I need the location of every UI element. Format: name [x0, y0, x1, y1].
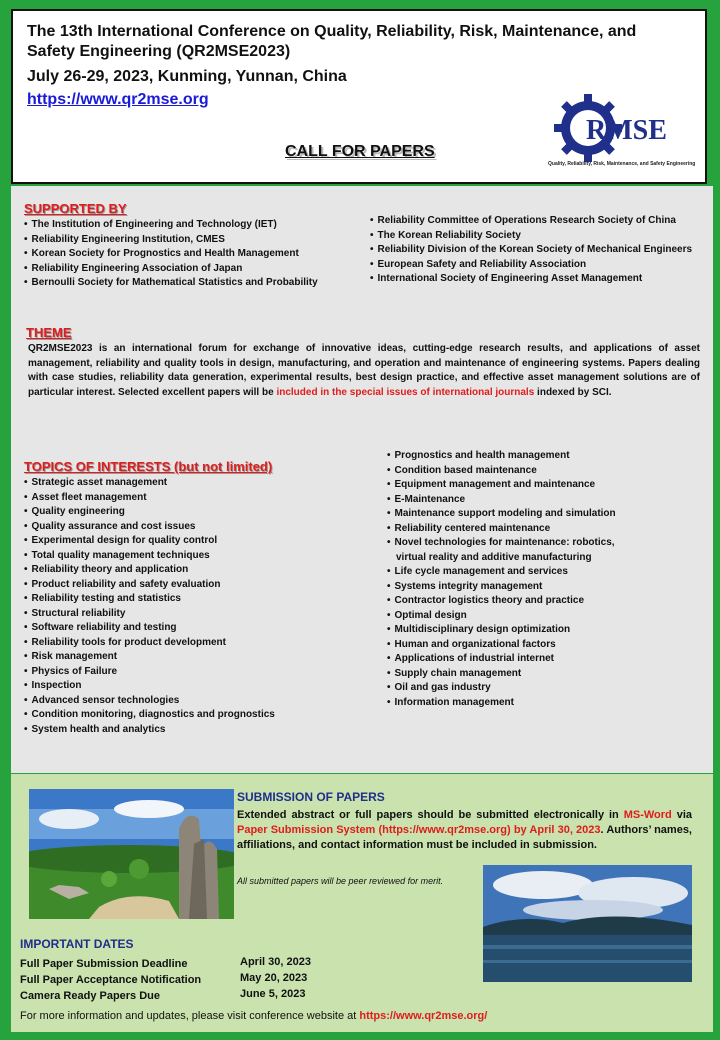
topic-item: • Advanced sensor technologies — [24, 694, 275, 709]
conference-title: The 13th International Conference on Quality, Reliability, Risk, Maintenance, and Safety Engineering (QR2MSE2023) — [27, 23, 637, 60]
topic-item: • Multidisciplinary design optimization — [387, 623, 616, 638]
supporter-item: • Reliability Engineering Association of Japan — [24, 262, 318, 277]
date-label-acceptance: Full Paper Acceptance Notification — [20, 974, 202, 986]
topic-item: • Life cycle management and services — [387, 565, 616, 580]
qrmse-logo — [548, 88, 696, 168]
theme-journal-highlight: included in the special issues of international journals — [276, 386, 535, 398]
supporter-item: • The Institution of Engineering and Technology (IET) — [24, 218, 318, 233]
topic-item: • Structural reliability — [24, 607, 275, 622]
theme-text-part: QR2MSE2023 is an international forum for exchange of innovative ideas, cutting-edge research results, and applications of asset management, reliability and quality tools in design, manufacturing, and operation and maintenance of engineering systems. Papers dealing with case studies, reliability data generation, experimental results, best design practice, and effective asset management solutions are of particular interest. Selected excellent papers will be — [28, 343, 700, 398]
stone-forest-photo — [29, 789, 234, 919]
topic-item: virtual reality and additive manufacturing — [396, 551, 592, 563]
topic-item: • Contractor logistics theory and practice — [387, 594, 616, 609]
topic-item: • Information management — [387, 696, 616, 711]
topic-item: • Asset fleet management — [24, 491, 275, 506]
topic-item: • Condition based maintenance — [387, 464, 616, 479]
topic-item: • Optimal design — [387, 609, 616, 624]
topic-item: • Quality assurance and cost issues — [24, 520, 275, 535]
footer-text: For more information and updates, please visit conference website at — [20, 1010, 360, 1022]
supporter-item: • Reliability Engineering Institution, CMES — [24, 233, 318, 248]
date-label-submission: Full Paper Submission Deadline — [20, 958, 188, 970]
topic-item: • Inspection — [24, 679, 275, 694]
topic-item: • Reliability tools for product development — [24, 636, 275, 651]
theme-heading: THEME — [26, 325, 72, 340]
topics-list-left — [24, 476, 275, 737]
topic-item: • Condition monitoring, diagnostics and prognostics — [24, 708, 275, 723]
lake-photo — [483, 865, 692, 982]
date-value-camera-ready: June 5, 2023 — [240, 988, 306, 1000]
conference-url-link[interactable]: https://www.qr2mse.org — [27, 91, 209, 108]
logo-tagline: Quality, Reliability, Risk, Maintenance, and Safety Engineering — [548, 161, 696, 167]
topic-item: • Systems integrity management — [387, 580, 616, 595]
supported-by-heading: SUPPORTED BY — [24, 201, 127, 216]
supporter-item: • Reliability Committee of Operations Research Society of China — [370, 214, 692, 229]
topic-item: • Human and organizational factors — [387, 638, 616, 653]
date-value-submission: April 30, 2023 — [240, 956, 311, 968]
theme-text-end: indexed by SCI. — [534, 386, 612, 398]
supporters-list-left — [24, 218, 318, 291]
topic-item: • Prognostics and health management — [387, 449, 616, 464]
topic-item: • Software reliability and testing — [24, 621, 275, 636]
submission-paragraph — [237, 808, 692, 853]
topic-item: • Risk management — [24, 650, 275, 665]
submission-text-3: . Authors’ names, affiliations, and contact information must be included in submission. — [237, 824, 692, 851]
supporter-item: • The Korean Reliability Society — [370, 229, 692, 244]
footer-note — [20, 1010, 487, 1022]
call-for-papers-heading: CALL FOR PAPERS — [285, 143, 435, 160]
important-dates-heading: IMPORTANT DATES — [20, 937, 134, 951]
theme-paragraph — [28, 342, 700, 400]
date-value-acceptance: May 20, 2023 — [240, 972, 308, 984]
submission-heading: SUBMISSION OF PAPERS — [237, 790, 385, 804]
logo-wordmark: RMSE — [586, 115, 667, 146]
topic-item: • Supply chain management — [387, 667, 616, 682]
topic-item: • Reliability testing and statistics — [24, 592, 275, 607]
topic-item: • Equipment management and maintenance — [387, 478, 616, 493]
submission-text-1: Extended abstract or full papers should be submitted electronically in — [237, 809, 624, 821]
submission-text-2: via — [671, 809, 693, 821]
supporter-item: • European Safety and Reliability Association — [370, 258, 692, 273]
submission-system-link[interactable]: Paper Submission System (https://www.qr2mse.org) by April 30, 2023 — [237, 824, 601, 836]
peer-review-note: All submitted papers will be peer reviewed for merit. — [237, 876, 444, 886]
topics-heading: TOPICS OF INTERESTS (but not limited) — [24, 459, 273, 474]
supporter-item: • International Society of Engineering Asset Management — [370, 272, 692, 287]
supporters-list-right — [370, 214, 692, 287]
supporter-item: • Bernoulli Society for Mathematical Statistics and Probability — [24, 276, 318, 291]
topic-item: • Strategic asset management — [24, 476, 275, 491]
topic-item: • Maintenance support modeling and simulation — [387, 507, 616, 522]
footer-url-link[interactable]: https://www.qr2mse.org/ — [359, 1010, 488, 1022]
topic-item: • Physics of Failure — [24, 665, 275, 680]
topic-item: • Reliability theory and application — [24, 563, 275, 578]
topic-item: • System health and analytics — [24, 723, 275, 738]
topic-item: • Oil and gas industry — [387, 681, 616, 696]
date-label-camera-ready: Camera Ready Papers Due — [20, 990, 161, 1002]
supporter-item: • Korean Society for Prognostics and Health Management — [24, 247, 318, 262]
topic-item: • Quality engineering — [24, 505, 275, 520]
supporter-item: • Reliability Division of the Korean Society of Mechanical Engineers — [370, 243, 692, 258]
conference-date-location: July 26-29, 2023, Kunming, Yunnan, China — [27, 68, 347, 85]
ms-word-highlight: MS-Word — [623, 809, 672, 821]
topic-item: • Product reliability and safety evaluation — [24, 578, 275, 593]
topic-item: • Total quality management techniques — [24, 549, 275, 564]
topic-item: • E-Maintenance — [387, 493, 616, 508]
topic-item: • Experimental design for quality control — [24, 534, 275, 549]
topic-item: • Reliability centered maintenance — [387, 522, 616, 537]
topic-item: • Novel technologies for maintenance: robotics, — [387, 536, 616, 551]
topic-item: • Applications of industrial internet — [387, 652, 616, 667]
topics-list-right — [387, 449, 616, 710]
